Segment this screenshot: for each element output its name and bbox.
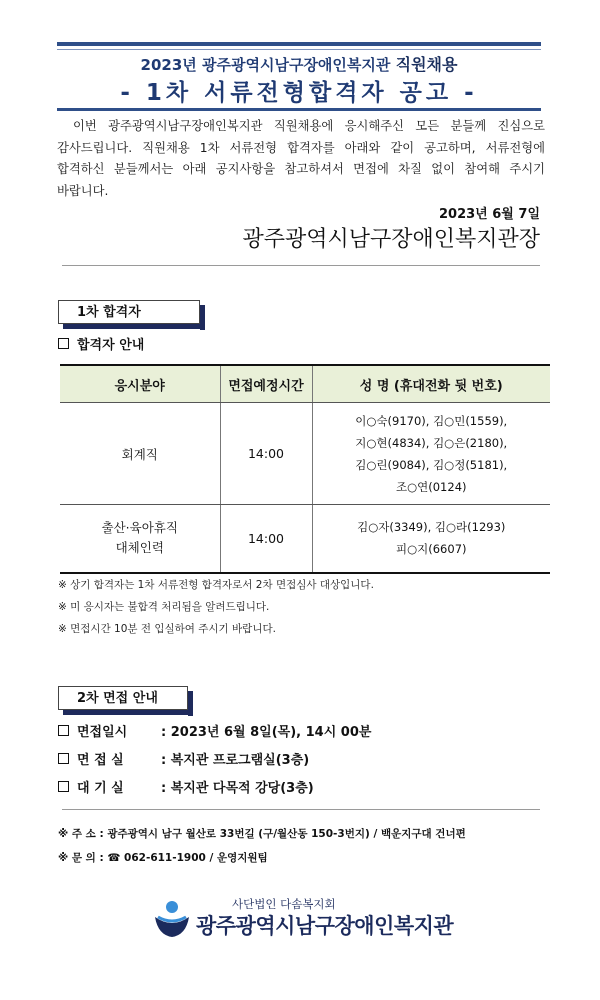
waiting-room-row: 대 기 실 : 복지관 다목적 강당(3층) xyxy=(58,775,371,803)
note-item: ※ 상기 합격자는 1차 서류전형 합격자로서 2차 면접심사 대상입니다. xyxy=(58,579,374,591)
title-box xyxy=(57,42,541,111)
cell-field: 출산·육아휴직 대체인력 xyxy=(60,505,220,573)
phone-line: ※ 문 의 : ☎ 062-611-1900 / 운영지원팀 xyxy=(58,852,268,864)
cell-time: 14:00 xyxy=(220,403,312,505)
checkbox-bullet-icon xyxy=(58,338,69,349)
interview-date-row: 면접일시 : 2023년 6월 8일(목), 14시 00분 xyxy=(58,719,371,747)
divider xyxy=(62,809,540,810)
title-line1 xyxy=(57,52,541,75)
col-header-names: 성 명 (휴대전화 뒷 번호) xyxy=(312,365,550,403)
interview-room-row: 면 접 실 : 복지관 프로그램실(3층) xyxy=(58,747,371,775)
passer-table xyxy=(60,364,550,574)
org-logo-icon xyxy=(152,899,192,939)
address-line: ※ 주 소 : 광주광역시 남구 월산로 33번길 (구/월산동 150-3번지) / 백운지구대 건너편 xyxy=(58,828,466,840)
notice-date: 2023년 6월 7일 xyxy=(439,207,540,222)
cell-field: 회계직 xyxy=(60,403,220,505)
interview-info xyxy=(58,719,371,803)
title-recruit: 직원채용 xyxy=(395,55,458,74)
col-header-time: 면접예정시간 xyxy=(220,365,312,403)
contact-info xyxy=(58,822,466,870)
cell-time: 14:00 xyxy=(220,505,312,573)
section1-heading: 1차 합격자 xyxy=(58,300,200,324)
intro-paragraph: 이번 광주광역시남구장애인복지관 직원채용에 응시해주신 모든 분들께 진심으로 감사드립니다. 직원채용 1차 서류전형 합격자를 아래와 같이 공고하며, 서류전형에 합격하신 분들께서는 아래 공지사항을 참고하셔서 면접에 차질 없이 참여해 주시기 바랍니다. xyxy=(57,119,545,198)
table-header-row xyxy=(60,365,550,403)
section1-subheading: 합격자 안내 xyxy=(58,334,144,353)
title-org: 2023년 광주광역시남구장애인복지관 xyxy=(140,56,391,74)
checkbox-bullet-icon xyxy=(58,781,69,792)
cell-names: 김○자(3349), 김○라(1293) 피○지(6607) xyxy=(312,505,550,573)
org-signature: 광주광역시남구장애인복지관장 xyxy=(242,227,540,252)
note-item: ※ 미 응시자는 불합격 처리됨을 알려드립니다. xyxy=(58,601,270,613)
logo-title: 광주광역시남구장애인복지관 xyxy=(196,914,454,938)
checkbox-bullet-icon xyxy=(58,753,69,764)
table-row xyxy=(60,403,550,505)
notes-list xyxy=(58,574,374,640)
divider xyxy=(62,265,540,266)
note-item: ※ 면접시간 10분 전 입실하여 주시기 바랍니다. xyxy=(58,623,276,635)
col-header-field: 응시분야 xyxy=(60,365,220,403)
table-row xyxy=(60,505,550,573)
checkbox-bullet-icon xyxy=(58,725,69,736)
page-title: - 1차 서류전형합격자 공고 - xyxy=(120,80,478,106)
cell-names: 이○숙(9170), 김○민(1559), 지○현(4834), 김○은(2180), 김○린(9084), 김○정(5181), 조○연(0124) xyxy=(312,403,550,505)
section2-heading: 2차 면접 안내 xyxy=(58,686,188,710)
logo-subtitle: 사단법인 다솜복지회 xyxy=(232,897,336,911)
